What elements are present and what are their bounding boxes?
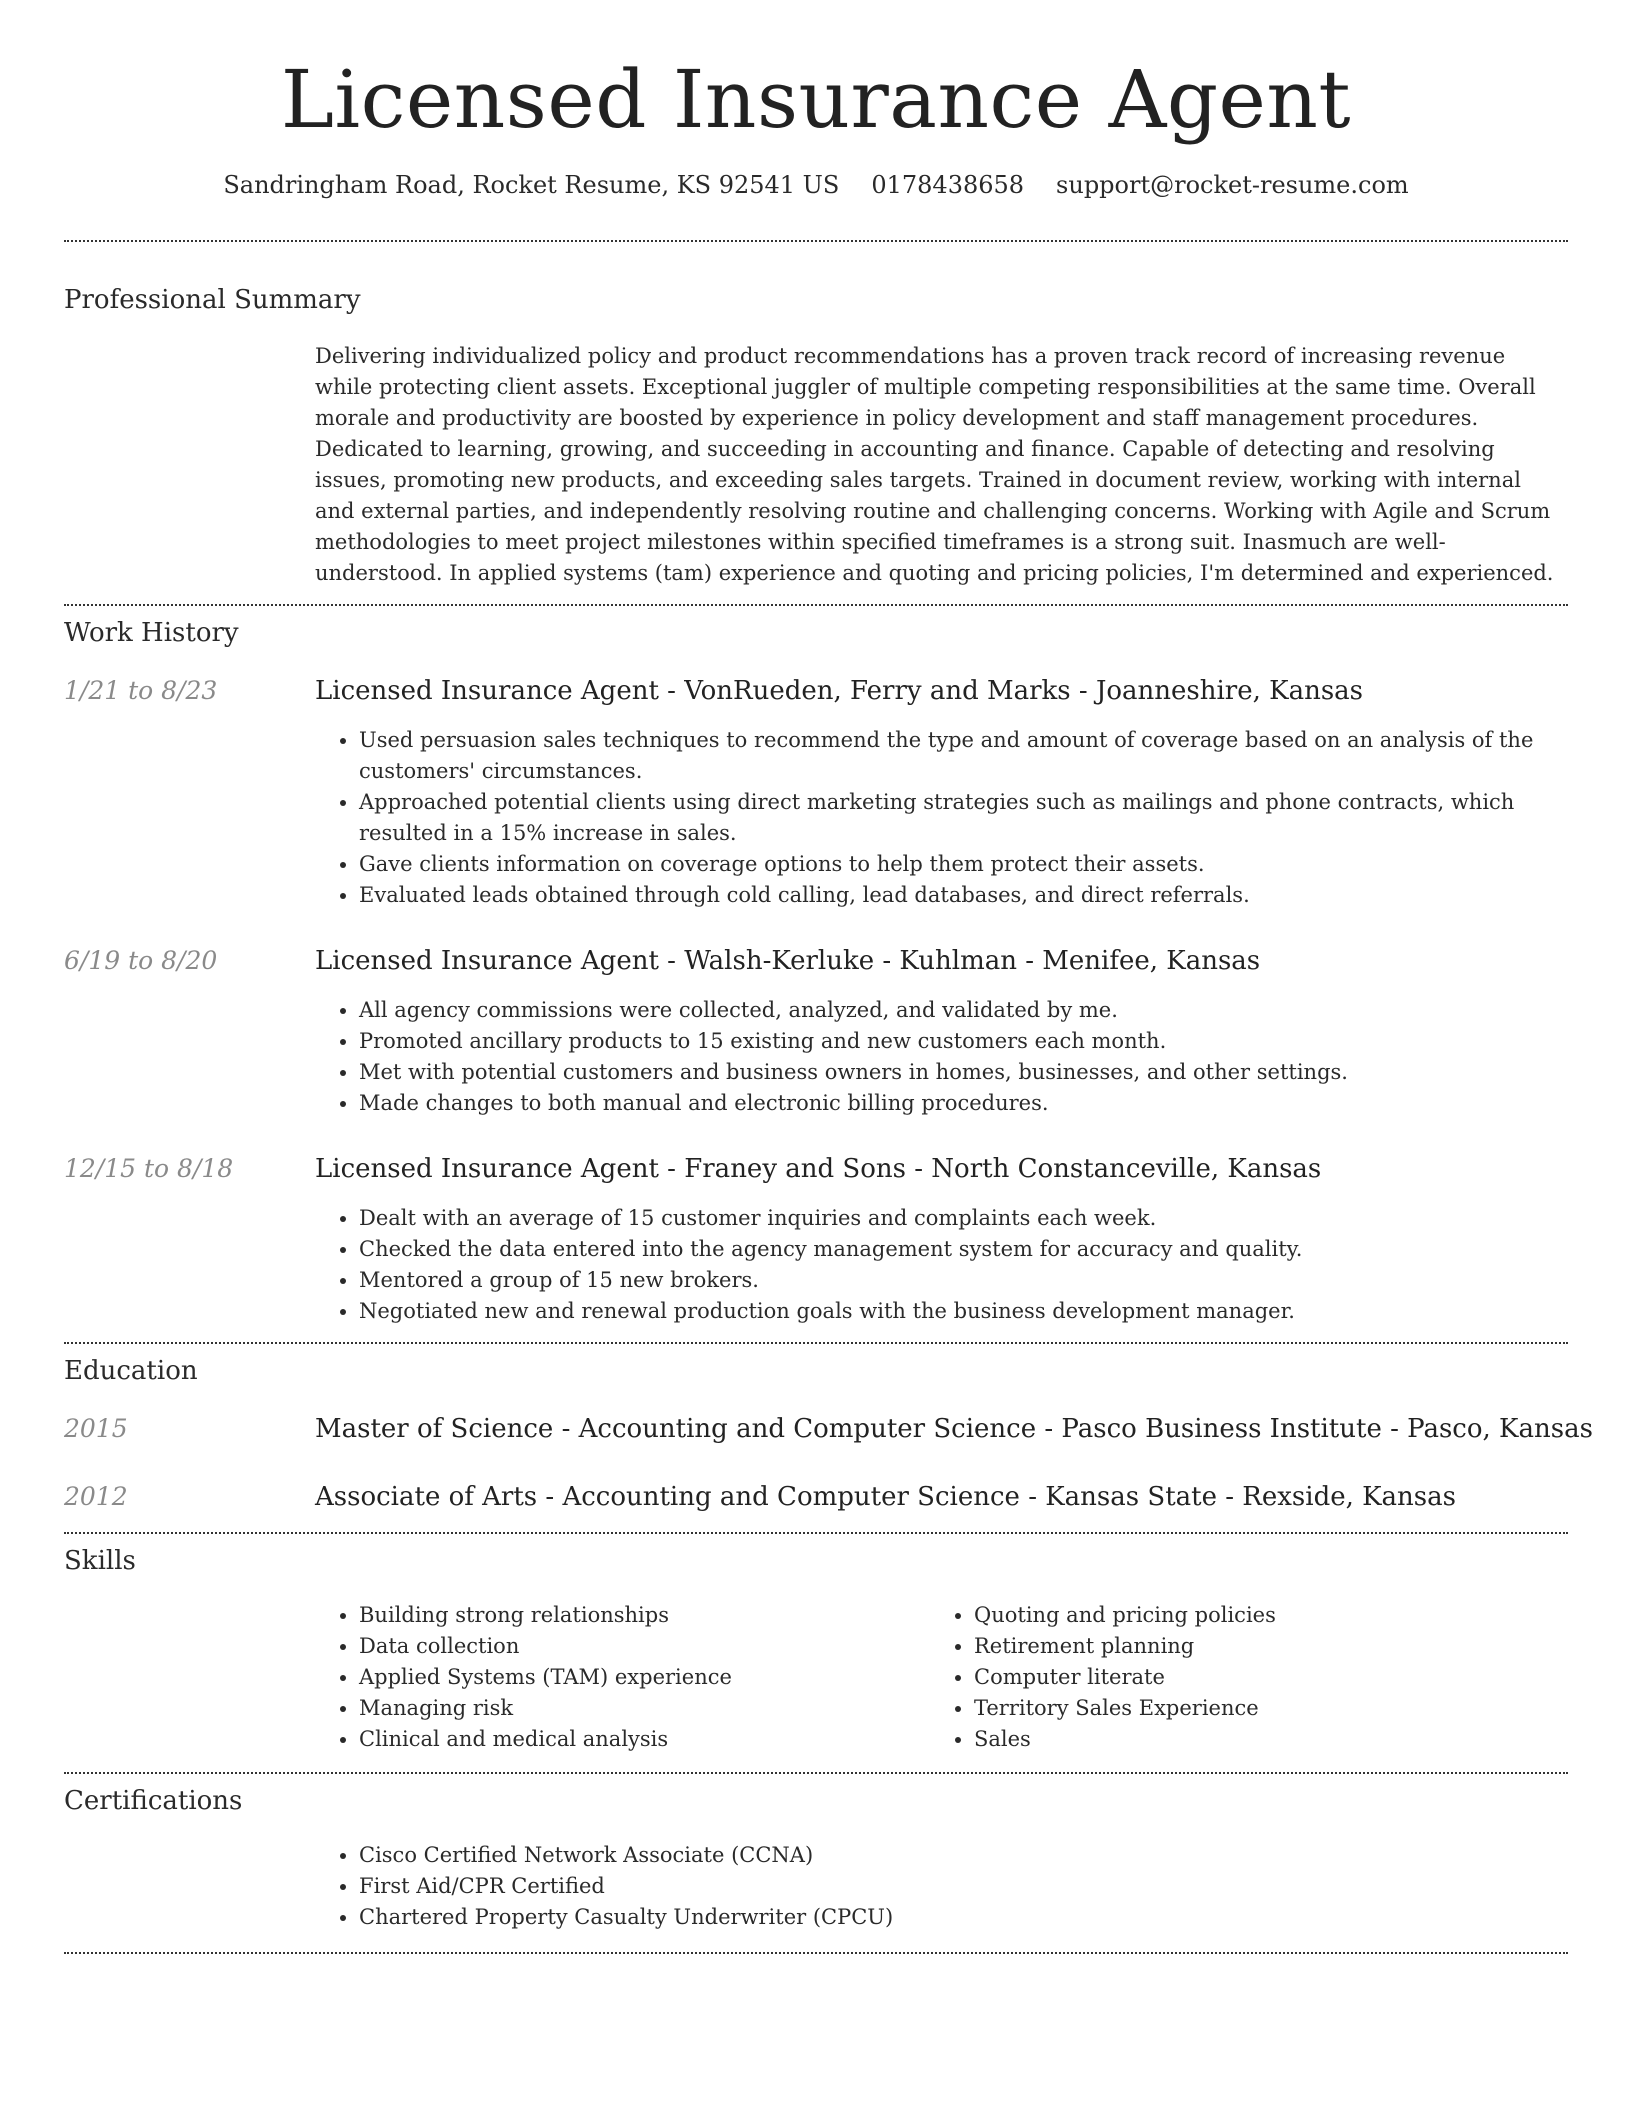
list-item: • Territory Sales Experience (974, 1693, 1574, 1724)
summary-text: Delivering individualized policy and product recommendations has a proven track record of increasing revenue while protecting client assets. Exceptional juggler of multiple competing responsibilities at the same time. Overall morale and productivity are boosted by experience in policy development and staff management procedures. Dedicated to learning, growing, and succeeding in accounting and finance. Capable of detecting and resolving issues, promoting new products, and exceeding sales targets. Trained in document review, working with internal and external parties, and independently resolving routine and challenging concerns. Working with Agile and Scrum methodologies to meet project milestones within specified timeframes is a strong suit. Inasmuch are well-understood. In applied systems (tam) experience and quoting and pricing policies, I'm determined and experienced. (315, 344, 1554, 585)
section-title-skills: Skills (64, 1546, 136, 1576)
list-item: • Applied Systems (TAM) experience (359, 1662, 929, 1693)
list-item: • Approached potential clients using direct marketing strategies such as mailings and phone contracts, which resulted in a 15% increase in sales. (359, 787, 1604, 849)
contact-address: Sandringham Road, Rocket Resume, KS 92541 US (223, 171, 840, 199)
list-item: • Checked the data entered into the agency management system for accuracy and quality. (359, 1234, 1604, 1265)
list-item: • Data collection (359, 1631, 929, 1662)
job-dates: 12/15 to 8/18 (64, 1154, 234, 1183)
list-item: • Computer literate (974, 1662, 1574, 1693)
list-item: • Quoting and pricing policies (974, 1600, 1574, 1631)
skills-list-right (930, 1600, 1574, 1755)
section-title-work-history: Work History (64, 618, 239, 648)
list-item: • Mentored a group of 15 new brokers. (359, 1265, 1604, 1296)
list-item: • Sales (974, 1724, 1574, 1755)
list-item: • Gave clients information on coverage options to help them protect their assets. (359, 849, 1604, 880)
section-title-certifications: Certifications (64, 1786, 243, 1816)
contact-phone: 0178438658 (871, 171, 1025, 199)
education-heading: Master of Science - Accounting and Computer Science - Pasco Business Institute - Pasco, Kansas (315, 1414, 1593, 1444)
list-item: • Promoted ancillary products to 15 existing and new customers each month. (359, 1026, 1604, 1057)
education-year: 2012 (64, 1482, 128, 1511)
job-bullet-list (315, 1203, 1604, 1327)
list-item: • All agency commissions were collected, analyzed, and validated by me. (359, 995, 1604, 1026)
section-title-education: Education (64, 1356, 198, 1386)
list-item: • Cisco Certified Network Associate (CCNA) (359, 1840, 1604, 1871)
list-item: • First Aid/CPR Certified (359, 1871, 1604, 1902)
divider (64, 1952, 1568, 1954)
job-dates: 1/21 to 8/23 (64, 676, 218, 705)
list-item: • Clinical and medical analysis (359, 1724, 929, 1755)
job-heading: Licensed Insurance Agent - Franey and Sons - North Constanceville, Kansas (315, 1154, 1322, 1184)
list-item: • Used persuasion sales techniques to recommend the type and amount of coverage based on an analysis of the customers' circumstances. (359, 725, 1604, 787)
divider (64, 1342, 1568, 1344)
section-title-summary: Professional Summary (64, 285, 361, 315)
list-item: • Negotiated new and renewal production goals with the business development manager. (359, 1296, 1604, 1327)
divider (64, 240, 1568, 242)
list-item: • Evaluated leads obtained through cold calling, lead databases, and direct referrals. (359, 880, 1604, 911)
resume-name-heading: Licensed Insurance Agent (280, 53, 1352, 146)
divider (64, 604, 1568, 606)
education-year: 2015 (64, 1414, 128, 1443)
contact-line (0, 169, 1632, 201)
job-heading: Licensed Insurance Agent - Walsh-Kerluke - Kuhlman - Menifee, Kansas (315, 946, 1261, 976)
list-item: • Retirement planning (974, 1631, 1574, 1662)
list-item: • Managing risk (359, 1693, 929, 1724)
education-heading: Associate of Arts - Accounting and Computer Science - Kansas State - Rexside, Kansas (315, 1482, 1456, 1512)
list-item: • Building strong relationships (359, 1600, 929, 1631)
contact-email: support@rocket-resume.com (1056, 171, 1409, 199)
job-bullet-list (315, 725, 1604, 911)
list-item: • Chartered Property Casualty Underwriter (CPCU) (359, 1902, 1604, 1933)
skills-list-left (315, 1600, 929, 1755)
job-bullet-list (315, 995, 1604, 1119)
divider (64, 1772, 1568, 1774)
list-item: • Met with potential customers and business owners in homes, businesses, and other settings. (359, 1057, 1604, 1088)
list-item: • Made changes to both manual and electronic billing procedures. (359, 1088, 1604, 1119)
divider (64, 1532, 1568, 1534)
job-heading: Licensed Insurance Agent - VonRueden, Ferry and Marks - Joanneshire, Kansas (315, 676, 1364, 706)
certifications-list (315, 1840, 1604, 1933)
list-item: • Dealt with an average of 15 customer inquiries and complaints each week. (359, 1203, 1604, 1234)
job-dates: 6/19 to 8/20 (64, 946, 218, 975)
